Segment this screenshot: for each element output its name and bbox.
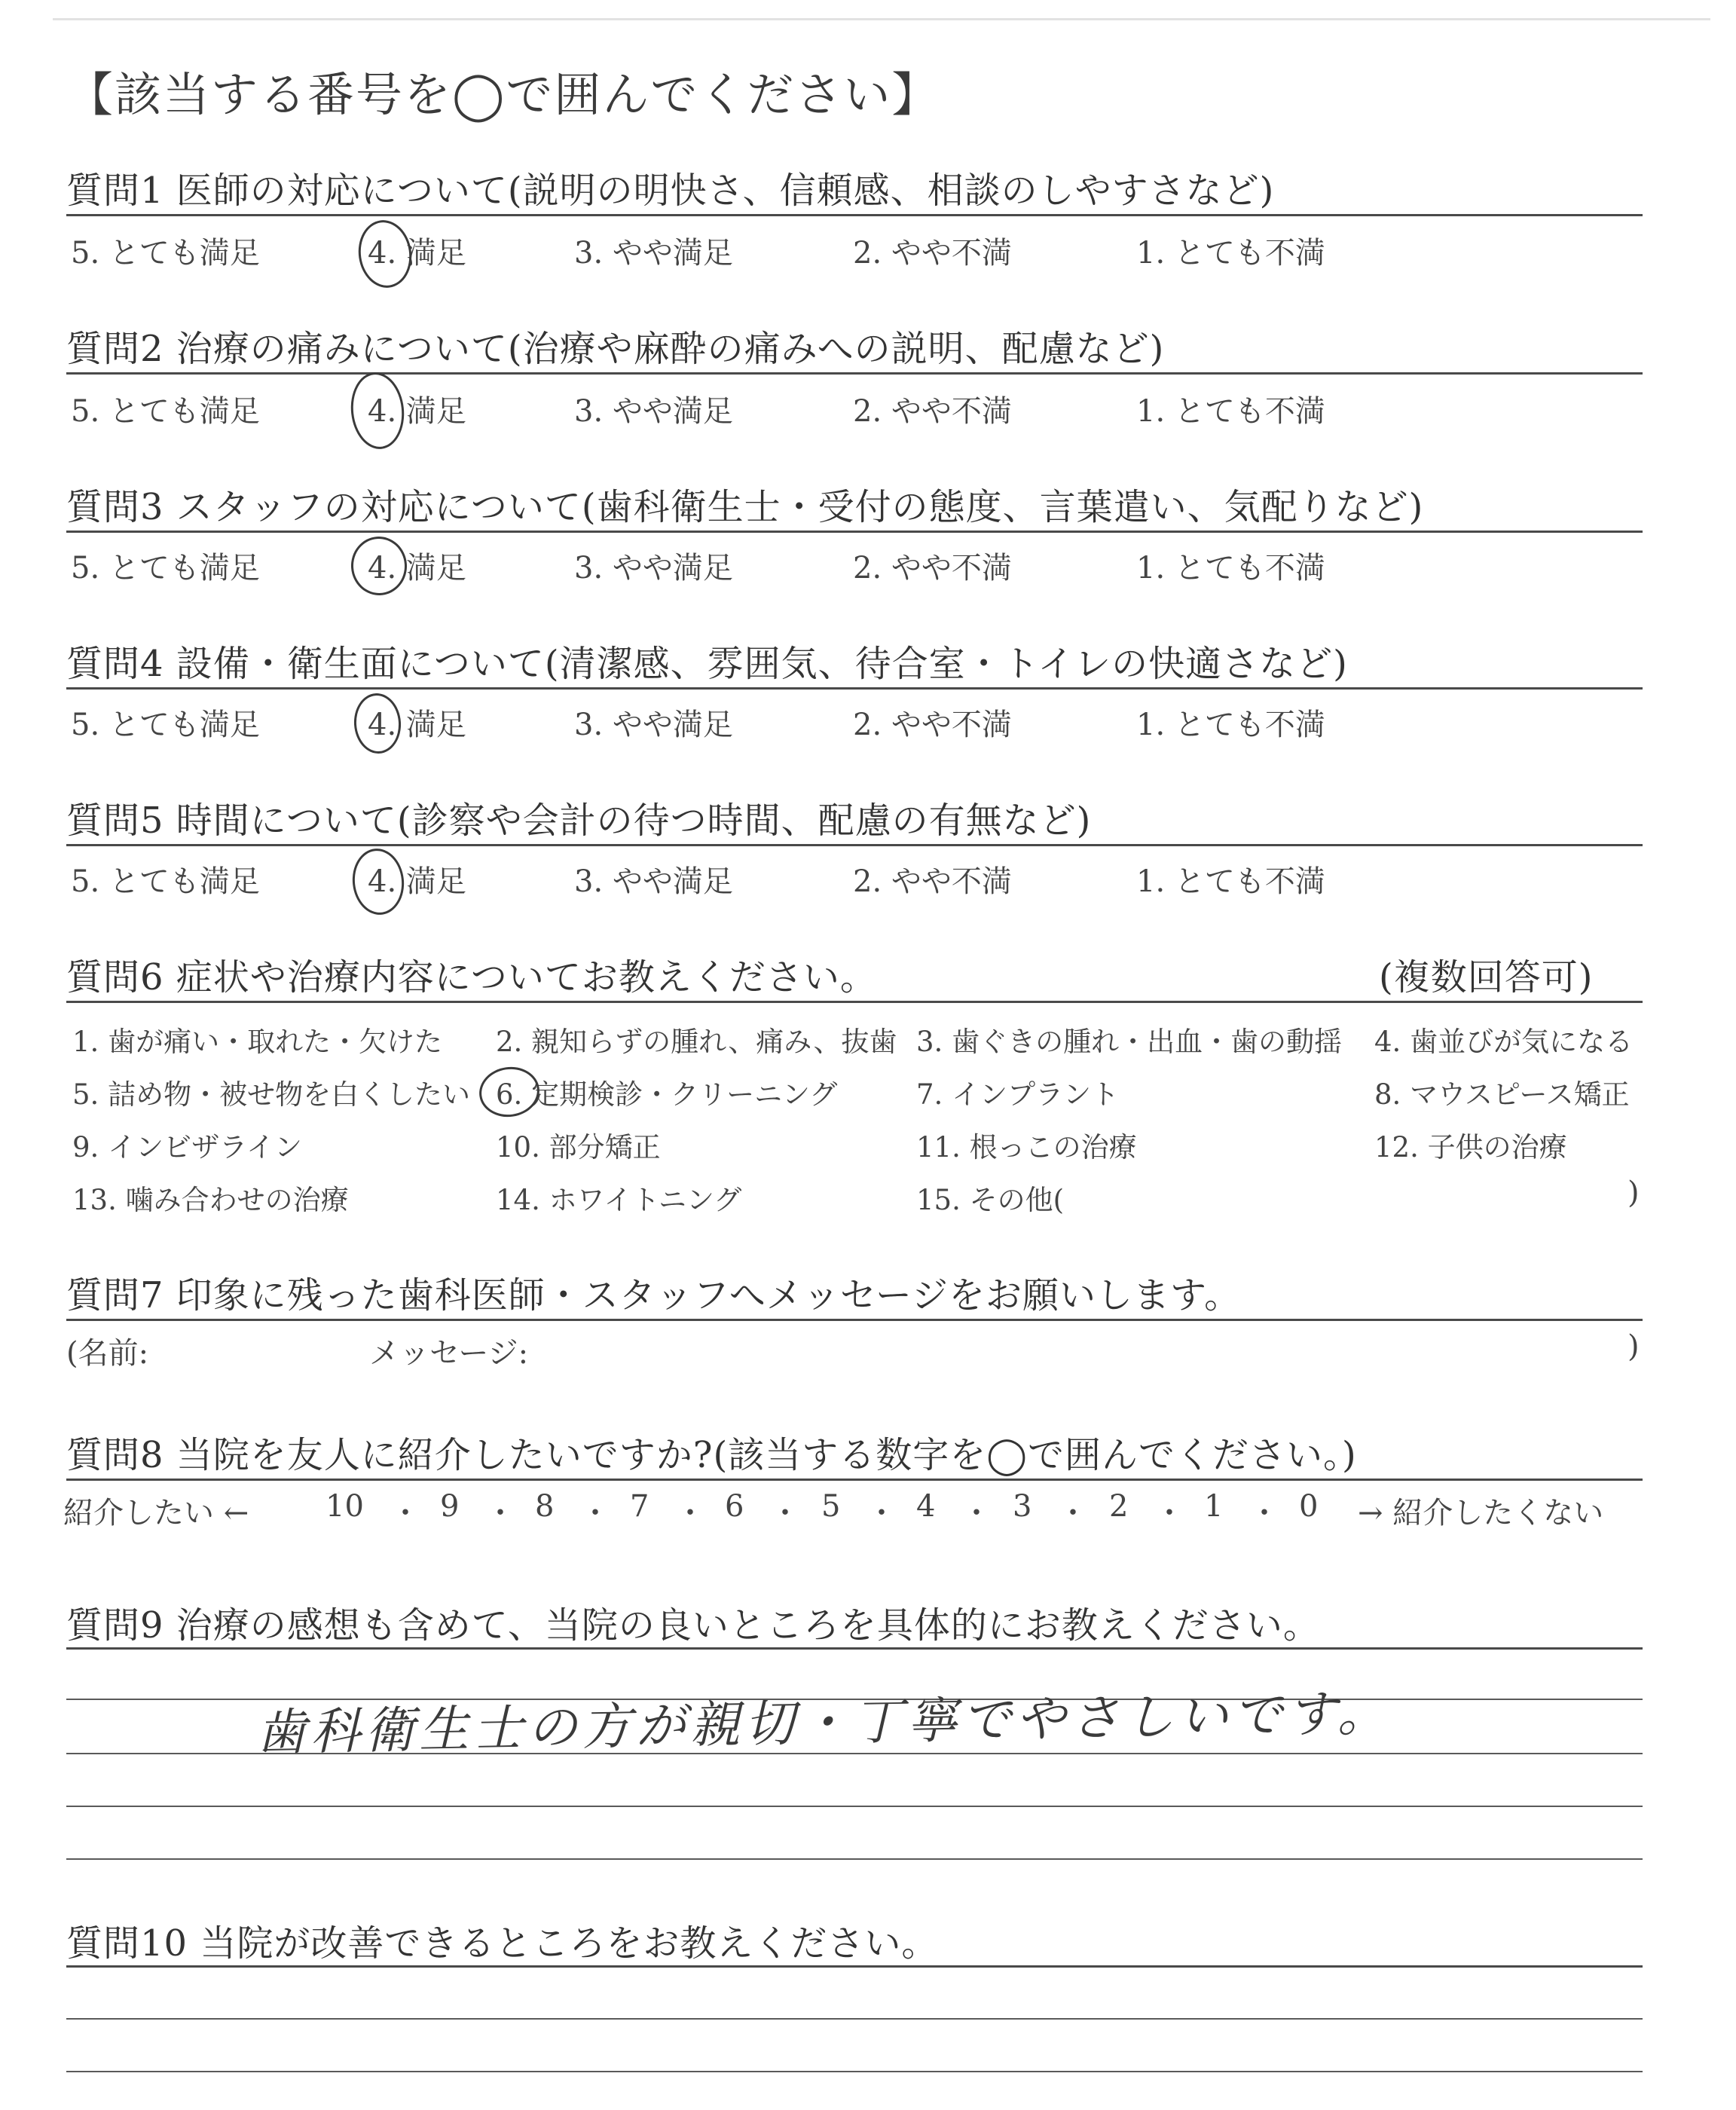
q1-option-5[interactable]: 5. とても満足 <box>71 236 260 271</box>
q2-option-3[interactable]: 3. やや満足 <box>574 394 733 429</box>
question-2-heading: 質問2 治療の痛みについて(治療や麻酔の痛みへの説明、配慮など) <box>66 328 1165 370</box>
q4-option-1[interactable]: 1. とても不満 <box>1136 708 1325 742</box>
q2-option-5[interactable]: 5. とても満足 <box>71 394 260 429</box>
q1-option-4[interactable]: 4. 満足 <box>368 236 466 271</box>
q8-scale-9[interactable]: 9 <box>440 1489 460 1524</box>
q9-answer-line <box>66 1858 1643 1860</box>
question-5-rule <box>66 844 1643 846</box>
question-10-rule <box>66 1965 1643 1968</box>
question-1-rule <box>66 214 1643 216</box>
q6-option-7[interactable]: 7. インプラント <box>916 1078 1120 1111</box>
q8-separator: ・ <box>485 1496 515 1531</box>
q3-option-2[interactable]: 2. やや不満 <box>853 551 1012 586</box>
q6-option-4[interactable]: 4. 歯並びが気になる <box>1374 1026 1634 1058</box>
question-3-rule <box>66 531 1643 533</box>
q4-option-3[interactable]: 3. やや満足 <box>574 708 733 742</box>
q8-scale-1[interactable]: 1 <box>1204 1489 1224 1524</box>
q5-option-5[interactable]: 5. とても満足 <box>71 864 260 899</box>
q6-option-15-other[interactable]: 15. その他( <box>916 1184 1065 1216</box>
q8-separator: ・ <box>580 1496 610 1531</box>
q3-option-3[interactable]: 3. やや満足 <box>574 551 733 586</box>
q5-selection-circle <box>350 846 408 918</box>
q1-selection-circle <box>354 217 416 292</box>
q8-scale-5[interactable]: 5 <box>821 1489 841 1524</box>
q6-option-14[interactable]: 14. ホワイトニング <box>496 1184 742 1216</box>
question-7-heading: 質問7 印象に残った歯科医師・スタッフへメッセージをお願いします。 <box>66 1274 1242 1316</box>
q5-option-4[interactable]: 4. 満足 <box>368 864 466 899</box>
question-2-rule <box>66 372 1643 375</box>
question-10-heading: 質問10 当院が改善できるところをお教えください。 <box>66 1922 939 1965</box>
q6-option-11[interactable]: 11. 根っこの治療 <box>916 1131 1137 1164</box>
q6-option-9[interactable]: 9. インビザライン <box>72 1131 302 1164</box>
page-title: 【該当する番号を◯で囲んでください】 <box>66 67 940 122</box>
top-edge-line <box>53 18 1710 20</box>
q1-option-1[interactable]: 1. とても不満 <box>1136 236 1325 271</box>
q10-answer-line <box>66 2018 1643 2020</box>
question-6-heading: 質問6 症状や治療内容についてお教えください。 <box>66 956 877 998</box>
q2-option-4[interactable]: 4. 満足 <box>368 394 466 429</box>
q9-answer-line <box>66 1806 1643 1807</box>
q5-option-3[interactable]: 3. やや満足 <box>574 864 733 899</box>
q6-option-2[interactable]: 2. 親知らずの腫れ、痛み、抜歯 <box>496 1026 897 1058</box>
q5-option-2[interactable]: 2. やや不満 <box>853 864 1012 899</box>
q3-option-5[interactable]: 5. とても満足 <box>71 551 260 586</box>
q8-right-label: → 紹介したくない <box>1358 1496 1604 1531</box>
q8-separator: ・ <box>1154 1496 1184 1531</box>
question-8-rule <box>66 1479 1643 1481</box>
question-6-note: (複数回答可) <box>1379 956 1594 998</box>
question-5-heading: 質問5 時間について(診察や会計の待つ時間、配慮の有無など) <box>66 800 1092 842</box>
q8-separator: ・ <box>1058 1496 1088 1531</box>
q4-option-4[interactable]: 4. 満足 <box>368 708 466 742</box>
q2-option-2[interactable]: 2. やや不満 <box>853 394 1012 429</box>
q3-option-4[interactable]: 4. 満足 <box>368 551 466 586</box>
q8-scale-10[interactable]: 10 <box>326 1489 364 1524</box>
q6-other-close-paren: ) <box>1628 1176 1640 1210</box>
question-1-heading: 質問1 医師の対応について(説明の明快さ、信頼感、相談のしやすさなど) <box>66 170 1275 212</box>
q7-close-paren: ) <box>1628 1329 1640 1364</box>
q6-option-1[interactable]: 1. 歯が痛い・取れた・欠けた <box>72 1026 443 1058</box>
q9-handwritten-answer[interactable]: 歯科衛生士の方が親切・丁寧でやさしいです。 <box>255 1683 1392 1762</box>
q6-option-12[interactable]: 12. 子供の治療 <box>1374 1131 1567 1164</box>
question-6-rule <box>66 1001 1643 1003</box>
q6-option-5[interactable]: 5. 詰め物・被せ物を白くしたい <box>72 1078 471 1111</box>
question-4-heading: 質問4 設備・衛生面について(清潔感、雰囲気、待合室・トイレの快適さなど) <box>66 643 1348 685</box>
q6-option-13[interactable]: 13. 噛み合わせの治療 <box>72 1184 349 1216</box>
q6-option-6[interactable]: 6. 定期検診・クリーニング <box>496 1078 838 1111</box>
q8-separator: ・ <box>961 1496 992 1531</box>
q8-separator: ・ <box>866 1496 897 1531</box>
q8-left-label: 紹介したい ← <box>63 1496 249 1531</box>
q8-scale-2[interactable]: 2 <box>1109 1489 1129 1524</box>
q8-scale-7[interactable]: 7 <box>630 1489 649 1524</box>
q8-separator: ・ <box>770 1496 800 1531</box>
q8-scale-4[interactable]: 4 <box>916 1489 936 1524</box>
q8-scale-0[interactable]: 0 <box>1299 1489 1319 1524</box>
q1-option-3[interactable]: 3. やや満足 <box>574 236 733 271</box>
q7-name-label: (名前: <box>66 1336 149 1371</box>
question-9-heading: 質問9 治療の感想も含めて、当院の良いところを具体的にお教えください。 <box>66 1604 1320 1647</box>
question-8-heading: 質問8 当院を友人に紹介したいですか?(該当する数字を◯で囲んでください。) <box>66 1434 1357 1476</box>
q8-scale-8[interactable]: 8 <box>535 1489 555 1524</box>
q2-option-1[interactable]: 1. とても不満 <box>1136 394 1325 429</box>
question-4-rule <box>66 687 1643 690</box>
q8-scale-3[interactable]: 3 <box>1013 1489 1032 1524</box>
q6-option-10[interactable]: 10. 部分矯正 <box>496 1131 661 1164</box>
q3-option-1[interactable]: 1. とても不満 <box>1136 551 1325 586</box>
q8-separator: ・ <box>390 1496 420 1531</box>
q1-option-2[interactable]: 2. やや不満 <box>853 236 1012 271</box>
q4-option-2[interactable]: 2. やや不満 <box>853 708 1012 742</box>
q8-separator: ・ <box>1249 1496 1279 1531</box>
q7-message-label: メッセージ: <box>369 1336 529 1371</box>
q6-option-8[interactable]: 8. マウスピース矯正 <box>1374 1078 1630 1111</box>
q8-scale-6[interactable]: 6 <box>725 1489 744 1524</box>
q10-answer-line <box>66 2071 1643 2072</box>
q5-option-1[interactable]: 1. とても不満 <box>1136 864 1325 899</box>
q4-option-5[interactable]: 5. とても満足 <box>71 708 260 742</box>
question-9-rule <box>66 1647 1643 1650</box>
q2-selection-circle <box>347 370 408 452</box>
q6-option-3[interactable]: 3. 歯ぐきの腫れ・出血・歯の動揺 <box>916 1026 1343 1058</box>
question-7-rule <box>66 1319 1643 1321</box>
q8-separator: ・ <box>675 1496 705 1531</box>
question-3-heading: 質問3 スタッフの対応について(歯科衛生士・受付の態度、言葉遣い、気配りなど) <box>66 486 1424 528</box>
